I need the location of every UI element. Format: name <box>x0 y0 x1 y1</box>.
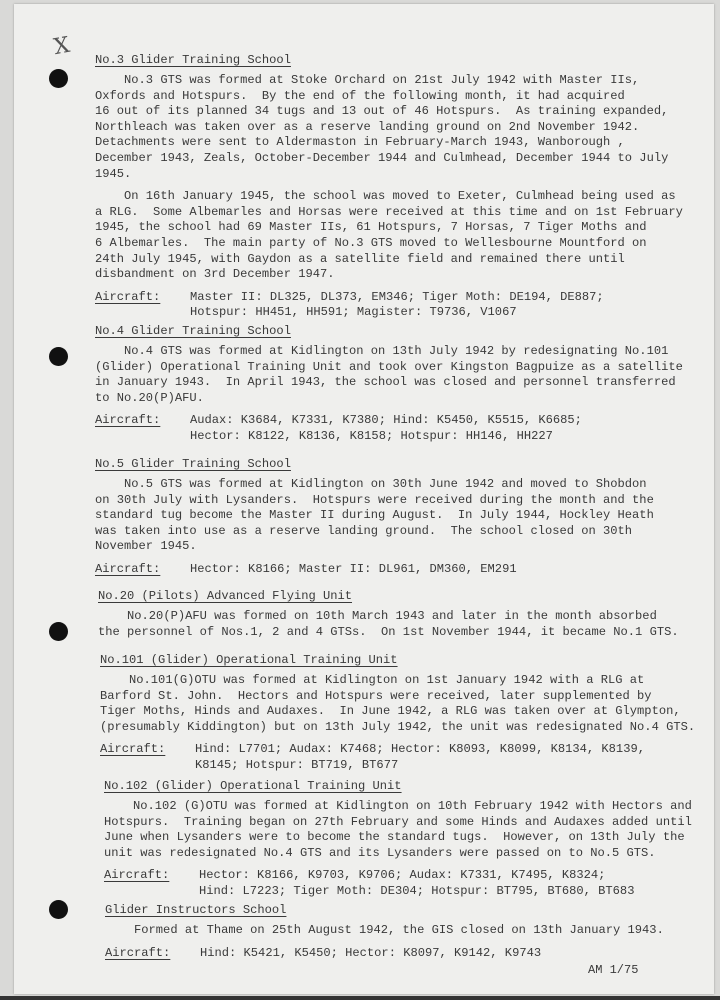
text-line: No.5 GTS was formed at Kidlington on 30th June 1942 and moved to Shobdon <box>95 477 647 491</box>
archive-reference: AM 1/75 <box>588 963 639 977</box>
aircraft-list: Hind: L7701; Audax: K7468; Hector: K8093, K8099, K8134, K8139, <box>195 742 645 757</box>
section-heading: Glider Instructors School <box>105 903 287 917</box>
section <box>105 902 720 961</box>
aircraft-row <box>104 884 719 900</box>
section <box>95 52 710 321</box>
text-line: Tiger Moths, Hinds and Audaxes. In June 1942, a RLG was taken over at Glympton, <box>100 704 681 719</box>
text-line: 16 out of its planned 34 tugs and 13 out of 46 Hotspurs. As training expanded, <box>95 104 669 119</box>
aircraft-label <box>104 884 199 900</box>
text-line: standard tug become the Master II during August. In July 1944, Hockley Heath <box>95 508 654 523</box>
punch-hole <box>49 900 68 919</box>
text-line: disbandment on 3rd December 1947. <box>95 267 335 282</box>
aircraft-list: Hector: K8166, K9703, K9706; Audax: K7331, K7495, K8324; <box>199 868 606 883</box>
aircraft-list: Hind: K5421, K5450; Hector: K8097, K9142, K9743 <box>200 945 542 960</box>
aircraft-row <box>95 562 710 578</box>
aircraft-label: Aircraft: <box>104 868 170 883</box>
text-line: No.20(P)AFU was formed on 10th March 1943 and later in the month absorbed <box>98 609 657 623</box>
aircraft-label <box>95 429 190 445</box>
paragraph <box>104 799 719 861</box>
paragraph <box>95 477 710 555</box>
text-line: Barford St. John. Hectors and Hotspurs were received, later supplemented by <box>100 688 652 703</box>
text-line: was taken into use as a reserve landing ground. The school closed on 30th <box>95 523 633 538</box>
aircraft-label: Aircraft: <box>105 945 171 960</box>
aircraft-label <box>95 305 190 321</box>
section <box>104 778 719 900</box>
text-line: to No.20(P)AFU. <box>95 390 204 405</box>
paragraph <box>100 673 715 735</box>
text-line: on 30th July with Lysanders. Hotspurs were received during the month and the <box>95 492 654 507</box>
aircraft-list: Audax: K3684, K7331, K7380; Hind: K5450, K5515, K6685; <box>190 413 582 428</box>
aircraft-list: Hector: K8166; Master II: DL961, DM360, EM291 <box>190 561 517 576</box>
text-line: Formed at Thame on 25th August 1942, the GIS closed on 13th January 1943. <box>105 923 664 937</box>
text-line: Oxfords and Hotspurs. By the end of the following month, it had acquired <box>95 88 625 103</box>
text-line: 1945. <box>95 166 132 181</box>
text-line: in January 1943. In April 1943, the school was closed and personnel transferred <box>95 375 676 390</box>
text-line: (presumably Kiddington) but on 13th July 1942, the unit was redesignated No.4 GTS. <box>100 719 696 734</box>
text-line: (Glider) Operational Training Unit and took over Kingston Bagpuize as a satellite <box>95 359 683 374</box>
section <box>95 323 710 445</box>
punch-hole <box>49 69 68 88</box>
text-line: 24th July 1945, with Gaydon as a satellite field and remained there until <box>95 251 625 266</box>
punch-hole <box>49 622 68 641</box>
paragraph <box>95 344 710 406</box>
paragraph <box>105 923 720 939</box>
aircraft-list: K8145; Hotspur: BT719, BT677 <box>195 757 399 772</box>
aircraft-row <box>100 758 715 774</box>
aircraft-row <box>95 429 710 445</box>
text-line: No.102 (G)OTU was formed at Kidlington on 10th February 1942 with Hectors and <box>104 799 692 813</box>
paragraph <box>95 189 710 283</box>
text-line: 6 Albemarles. The main party of No.3 GTS moved to Wellesbourne Mountford on <box>95 235 647 250</box>
aircraft-row <box>104 868 719 884</box>
aircraft-label: Aircraft: <box>95 413 161 428</box>
paragraph <box>98 609 713 640</box>
text-line: unit was redesignated No.4 GTS and its Lysanders were passed on to No.5 GTS. <box>104 845 656 860</box>
text-line: the personnel of Nos.1, 2 and 4 GTSs. On 1st November 1944, it became No.1 GTS. <box>98 624 679 639</box>
text-line: Hotspurs. Training began on 27th February and some Hinds and Audaxes added until <box>104 814 692 829</box>
scan-edge <box>0 996 720 1000</box>
aircraft-row <box>100 742 715 758</box>
aircraft-label: Aircraft: <box>100 742 166 757</box>
text-line: No.4 GTS was formed at Kidlington on 13th July 1942 by redesignating No.101 <box>95 344 669 358</box>
handwritten-mark: X <box>51 32 72 61</box>
section <box>100 652 715 774</box>
section-heading: No.101 (Glider) Operational Training Unit <box>100 653 398 667</box>
section-heading: No.3 Glider Training School <box>95 53 291 67</box>
aircraft-row <box>105 946 720 962</box>
section-heading: No.5 Glider Training School <box>95 457 291 471</box>
punch-hole <box>49 347 68 366</box>
aircraft-row <box>95 305 710 321</box>
aircraft-list: Hind: L7223; Tiger Moth: DE304; Hotspur: BT795, BT680, BT683 <box>199 883 635 898</box>
aircraft-label: Aircraft: <box>95 289 161 304</box>
text-line: Northleach was taken over as a reserve landing ground on 2nd November 1942. <box>95 119 640 134</box>
text-line: On 16th January 1945, the school was moved to Exeter, Culmhead being used as <box>95 189 676 204</box>
aircraft-list: Hotspur: HH451, HH591; Magister: T9736, V1067 <box>190 305 517 320</box>
section <box>95 456 710 578</box>
text-line: Detachments were sent to Aldermaston in February-March 1943, Wanborough , <box>95 135 625 150</box>
aircraft-list: Hector: K8122, K8136, K8158; Hotspur: HH146, HH227 <box>190 428 553 443</box>
text-line: December 1943, Zeals, October-December 1944 and Culmhead, December 1944 to July <box>95 150 669 165</box>
text-line: No.3 GTS was formed at Stoke Orchard on 21st July 1942 with Master IIs, <box>95 73 640 87</box>
aircraft-row <box>95 290 710 306</box>
text-line: No.101(G)OTU was formed at Kidlington on 1st January 1942 with a RLG at <box>100 673 645 687</box>
text-line: a RLG. Some Albemarles and Horsas were received at this time and on 1st February <box>95 204 683 219</box>
text-line: November 1945. <box>95 539 197 554</box>
aircraft-label: Aircraft: <box>95 561 161 576</box>
section-heading: No.102 (Glider) Operational Training Unit <box>104 779 402 793</box>
aircraft-label <box>100 758 195 774</box>
aircraft-list: Master II: DL325, DL373, EM346; Tiger Moth: DE194, DE887; <box>190 289 604 304</box>
aircraft-row <box>95 413 710 429</box>
section <box>98 588 713 647</box>
section-heading: No.20 (Pilots) Advanced Flying Unit <box>98 589 353 603</box>
paragraph <box>95 73 710 182</box>
text-line: June when Lysanders were to become the standard tugs. However, on 13th July the <box>104 830 685 845</box>
text-line: 1945, the school had 69 Master IIs, 61 Hotspurs, 7 Horsas, 7 Tiger Moths and <box>95 220 647 235</box>
section-heading: No.4 Glider Training School <box>95 324 291 338</box>
